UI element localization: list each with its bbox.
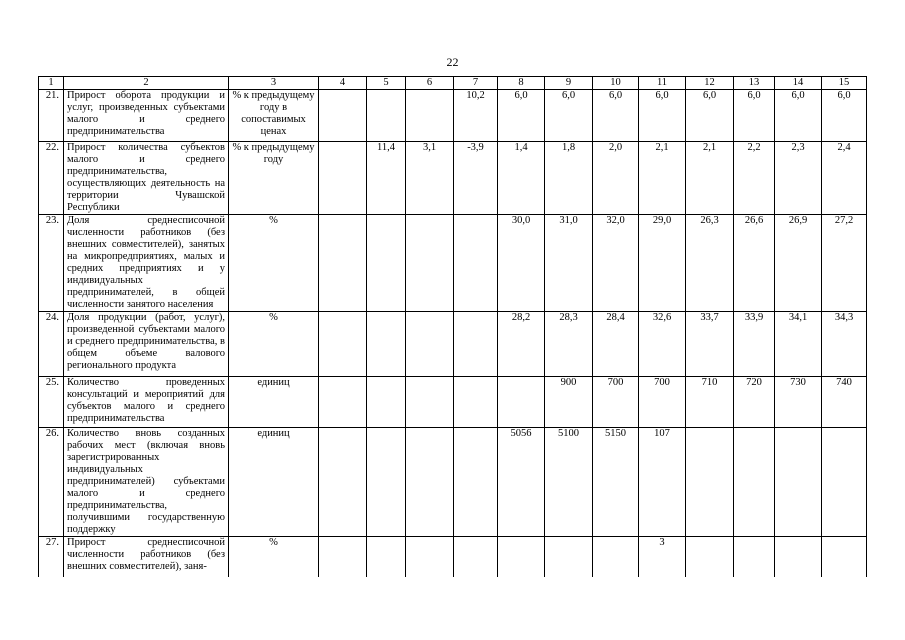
value-cell-col-9: 31,0 — [545, 215, 593, 312]
value-cell-col-13: 6,0 — [734, 90, 775, 142]
row-number: 22. — [39, 142, 64, 215]
value-cell-col-15: 740 — [822, 377, 867, 428]
value-cell-col-8: 30,0 — [498, 215, 545, 312]
value-cell-col-7 — [454, 428, 498, 537]
value-cell-col-13 — [734, 537, 775, 577]
page-number: 22 — [446, 55, 459, 69]
column-header-2: 2 — [64, 77, 229, 90]
value-cell-col-11: 700 — [639, 377, 686, 428]
value-cell-col-15 — [822, 428, 867, 537]
table-row — [39, 377, 867, 428]
row-number: 23. — [39, 215, 64, 312]
row-number: 27. — [39, 537, 64, 577]
value-cell-col-13: 2,2 — [734, 142, 775, 215]
table-row — [39, 537, 867, 577]
value-cell-col-5 — [367, 312, 406, 377]
value-cell-col-11: 2,1 — [639, 142, 686, 215]
indicator-name: Доля среднесписочной численности работников (без внешних совместителей), занятых на микропредприятиях, малых и средних предприятиях и у индивидуальных предпринимателей, в общей численности занятого населения — [64, 215, 229, 312]
table-row — [39, 428, 867, 537]
value-cell-col-8: 1,4 — [498, 142, 545, 215]
value-cell-col-14: 34,1 — [775, 312, 822, 377]
indicator-name: Прирост среднесписочной численности работников (без внешних совместителей), заня- — [64, 537, 229, 577]
value-cell-col-4 — [319, 215, 367, 312]
value-cell-col-6 — [406, 537, 454, 577]
value-cell-col-13: 33,9 — [734, 312, 775, 377]
value-cell-col-5 — [367, 90, 406, 142]
value-cell-col-8: 6,0 — [498, 90, 545, 142]
indicator-name: Количество вновь созданных рабочих мест (включая вновь зарегистрированных индивидуальных предпринимателей) субъектами малого и среднего предпринимательства, получившими государственную поддержку — [64, 428, 229, 537]
value-cell-col-15: 34,3 — [822, 312, 867, 377]
column-header-10: 10 — [593, 77, 639, 90]
value-cell-col-4 — [319, 428, 367, 537]
indicator-unit: % к предыдущему году в сопоставимых ценах — [229, 90, 319, 142]
value-cell-col-12: 710 — [686, 377, 734, 428]
value-cell-col-10: 5150 — [593, 428, 639, 537]
indicator-unit: % — [229, 312, 319, 377]
value-cell-col-12: 6,0 — [686, 90, 734, 142]
table-row — [39, 90, 867, 142]
value-cell-col-9: 900 — [545, 377, 593, 428]
value-cell-col-10: 28,4 — [593, 312, 639, 377]
value-cell-col-14: 6,0 — [775, 90, 822, 142]
value-cell-col-6 — [406, 428, 454, 537]
value-cell-col-12: 26,3 — [686, 215, 734, 312]
column-header-12: 12 — [686, 77, 734, 90]
value-cell-col-9: 1,8 — [545, 142, 593, 215]
value-cell-col-15: 2,4 — [822, 142, 867, 215]
value-cell-col-14 — [775, 428, 822, 537]
indicator-name: Количество проведенных консультаций и мероприятий для субъектов малого и среднего предпринимательства — [64, 377, 229, 428]
indicator-name: Доля продукции (работ, услуг), произведенной субъектами малого и среднего предпринимательства, в общем объеме валового регионального продукта — [64, 312, 229, 377]
value-cell-col-12: 2,1 — [686, 142, 734, 215]
row-number: 26. — [39, 428, 64, 537]
column-header-15: 15 — [822, 77, 867, 90]
value-cell-col-10 — [593, 537, 639, 577]
indicator-unit: единиц — [229, 428, 319, 537]
value-cell-col-6 — [406, 90, 454, 142]
value-cell-col-5 — [367, 377, 406, 428]
value-cell-col-4 — [319, 142, 367, 215]
column-header-7: 7 — [454, 77, 498, 90]
value-cell-col-10: 32,0 — [593, 215, 639, 312]
value-cell-col-15: 27,2 — [822, 215, 867, 312]
value-cell-col-8 — [498, 377, 545, 428]
value-cell-col-9 — [545, 537, 593, 577]
value-cell-col-10: 700 — [593, 377, 639, 428]
indicator-unit: % к предыдущему году — [229, 142, 319, 215]
indicator-unit: единиц — [229, 377, 319, 428]
row-number: 24. — [39, 312, 64, 377]
value-cell-col-10: 6,0 — [593, 90, 639, 142]
column-header-8: 8 — [498, 77, 545, 90]
value-cell-col-6 — [406, 312, 454, 377]
indicator-name: Прирост количества субъектов малого и среднего предпринимательства, осуществляющих деятельность на территории Чувашской Республики — [64, 142, 229, 215]
value-cell-col-5 — [367, 215, 406, 312]
indicator-unit: % — [229, 537, 319, 577]
value-cell-col-9: 5100 — [545, 428, 593, 537]
value-cell-col-13 — [734, 428, 775, 537]
value-cell-col-11: 3 — [639, 537, 686, 577]
value-cell-col-5 — [367, 537, 406, 577]
column-header-9: 9 — [545, 77, 593, 90]
indicator-unit: % — [229, 215, 319, 312]
header-row — [39, 77, 867, 90]
indicator-name: Прирост оборота продукции и услуг, произведенных субъектами малого и среднего предпринимательства — [64, 90, 229, 142]
column-header-3: 3 — [229, 77, 319, 90]
value-cell-col-10: 2,0 — [593, 142, 639, 215]
indicators-table — [38, 76, 867, 577]
value-cell-col-12 — [686, 428, 734, 537]
value-cell-col-7 — [454, 312, 498, 377]
value-cell-col-6 — [406, 377, 454, 428]
value-cell-col-11: 29,0 — [639, 215, 686, 312]
column-header-6: 6 — [406, 77, 454, 90]
value-cell-col-8: 28,2 — [498, 312, 545, 377]
column-header-1: 1 — [39, 77, 64, 90]
value-cell-col-14: 2,3 — [775, 142, 822, 215]
value-cell-col-12: 33,7 — [686, 312, 734, 377]
value-cell-col-6: 3,1 — [406, 142, 454, 215]
value-cell-col-6 — [406, 215, 454, 312]
row-number: 25. — [39, 377, 64, 428]
value-cell-col-15 — [822, 537, 867, 577]
value-cell-col-7: 10,2 — [454, 90, 498, 142]
value-cell-col-14 — [775, 537, 822, 577]
value-cell-col-11: 107 — [639, 428, 686, 537]
table-body — [39, 90, 867, 577]
value-cell-col-7: -3,9 — [454, 142, 498, 215]
value-cell-col-13: 26,6 — [734, 215, 775, 312]
column-header-11: 11 — [639, 77, 686, 90]
value-cell-col-13: 720 — [734, 377, 775, 428]
column-header-13: 13 — [734, 77, 775, 90]
value-cell-col-7 — [454, 377, 498, 428]
column-header-5: 5 — [367, 77, 406, 90]
column-header-14: 14 — [775, 77, 822, 90]
value-cell-col-9: 6,0 — [545, 90, 593, 142]
column-header-4: 4 — [319, 77, 367, 90]
value-cell-col-5 — [367, 428, 406, 537]
value-cell-col-14: 730 — [775, 377, 822, 428]
value-cell-col-4 — [319, 312, 367, 377]
value-cell-col-11: 32,6 — [639, 312, 686, 377]
value-cell-col-8 — [498, 537, 545, 577]
value-cell-col-9: 28,3 — [545, 312, 593, 377]
value-cell-col-4 — [319, 537, 367, 577]
value-cell-col-7 — [454, 537, 498, 577]
value-cell-col-5: 11,4 — [367, 142, 406, 215]
value-cell-col-14: 26,9 — [775, 215, 822, 312]
table-row — [39, 312, 867, 377]
table-row — [39, 215, 867, 312]
value-cell-col-4 — [319, 90, 367, 142]
value-cell-col-4 — [319, 377, 367, 428]
value-cell-col-11: 6,0 — [639, 90, 686, 142]
value-cell-col-15: 6,0 — [822, 90, 867, 142]
row-number: 21. — [39, 90, 64, 142]
value-cell-col-7 — [454, 215, 498, 312]
value-cell-col-8: 5056 — [498, 428, 545, 537]
table-row — [39, 142, 867, 215]
value-cell-col-12 — [686, 537, 734, 577]
